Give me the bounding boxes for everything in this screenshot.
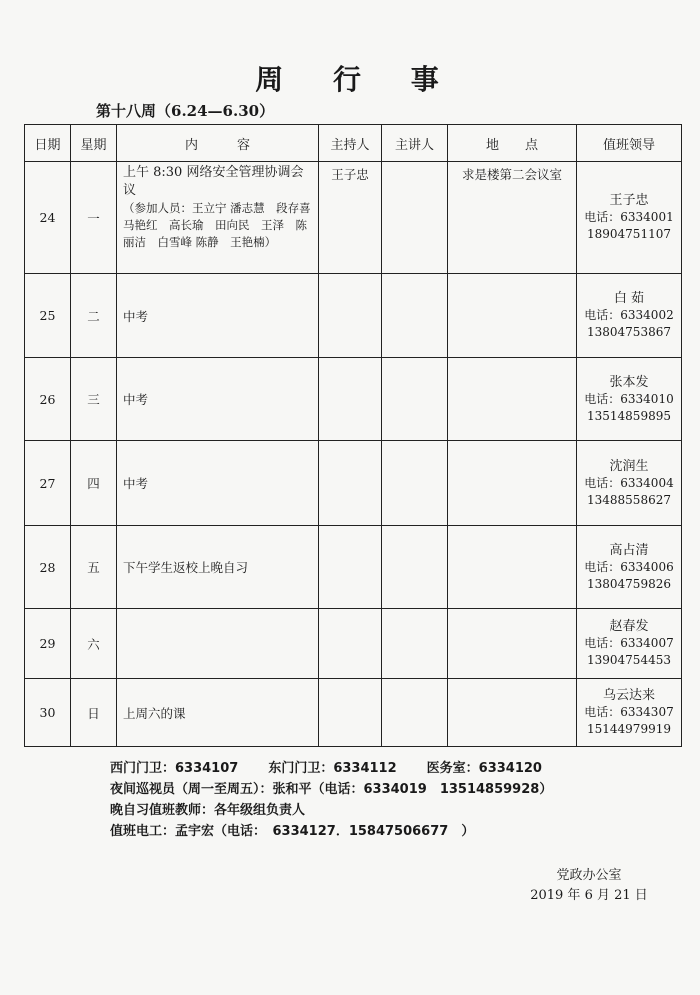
east-gate-phone: 东门门卫：6334112: [268, 761, 397, 776]
header-date: 日期: [25, 125, 71, 162]
speaker-cell: [382, 358, 448, 441]
host-cell: [319, 526, 382, 609]
leader-name: 白 茹: [613, 291, 645, 306]
header-host: 主持人: [319, 125, 382, 162]
host-cell: [319, 441, 382, 526]
leader-mobile: 13904754453: [587, 653, 671, 667]
leader-name: 高占清: [609, 542, 649, 558]
leader-name: 王子忠: [609, 193, 649, 208]
weekday-cell: 四: [71, 441, 117, 526]
study-teacher-line: 晚自习值班教师：各年级组负责人: [110, 803, 306, 818]
leader-phone: 电话：6334002: [584, 308, 674, 322]
leader-cell: [577, 679, 682, 747]
content-cell: 中考: [117, 274, 319, 358]
header-content: 内 容: [117, 125, 319, 162]
content-cell: 中考: [117, 358, 319, 441]
content-subtext: （参加人员：王立宁 潘志慧 段存喜 马艳红 高长瑜 田向民 王泽 陈丽洁 白雪峰 陈静 王艳楠）: [123, 201, 323, 249]
header-row: [25, 125, 682, 162]
contact-footer: [110, 758, 552, 842]
date-cell: 30: [25, 679, 71, 747]
weekday-cell: 三: [71, 358, 117, 441]
content-cell: 上周六的课: [117, 679, 319, 747]
issuer-block: [524, 866, 654, 906]
location-cell: [448, 441, 577, 526]
leader-cell: [577, 441, 682, 526]
title-char: 事: [410, 63, 445, 96]
host-cell: [319, 609, 382, 679]
electrician-line: 值班电工：孟宇宏（电话： 6334127．15847506677 ）: [110, 824, 475, 839]
leader-phone: 电话：6334004: [584, 475, 674, 490]
speaker-cell: [382, 441, 448, 526]
leader-name: 赵春发: [609, 619, 649, 634]
leader-phone: 电话：6334006: [584, 559, 674, 574]
speaker-cell: [382, 274, 448, 358]
page-title: [0, 58, 700, 98]
night-patrol-line: 夜间巡视员（周一至周五）：张和平（电话：6334019 13514859928）: [110, 782, 553, 797]
leader-cell: [577, 274, 682, 358]
weekday-cell: 二: [71, 274, 117, 358]
table-row: [25, 441, 682, 526]
speaker-cell: [382, 609, 448, 679]
location-cell: [448, 609, 577, 679]
speaker-cell: [382, 162, 448, 274]
host-cell: [319, 274, 382, 358]
header-leader: 值班领导: [577, 125, 682, 162]
content-cell: 下午学生返校上晚自习: [117, 526, 319, 609]
host-cell: 王子忠: [319, 162, 382, 274]
title-char: 周: [255, 63, 290, 96]
location-cell: [448, 679, 577, 747]
date-cell: 28: [25, 526, 71, 609]
header-location: 地 点: [448, 125, 577, 162]
leader-phone: 电话：6334010: [584, 391, 674, 406]
content-text: 上午 8:30 网络安全管理协调会议: [123, 165, 304, 198]
leader-mobile: 15144979919: [587, 722, 671, 736]
table-row: [25, 609, 682, 679]
content-cell: [117, 162, 323, 274]
table-row: [25, 274, 682, 358]
header-weekday: 星期: [71, 125, 117, 162]
gate-phones-line: [110, 758, 552, 779]
date-cell: 29: [25, 609, 71, 679]
leader-cell: [577, 526, 682, 609]
header-speaker: 主讲人: [382, 125, 448, 162]
content-cell: [117, 609, 319, 679]
leader-name: 张本发: [609, 374, 649, 390]
leader-mobile: 13804759826: [587, 576, 671, 591]
table-row: [25, 679, 682, 747]
schedule-table: [24, 124, 682, 747]
leader-name: 沈润生: [609, 458, 649, 474]
host-cell: [319, 679, 382, 747]
date-cell: 24: [25, 162, 71, 274]
clinic-phone: 医务室：6334120: [426, 761, 542, 776]
weekday-cell: 一: [71, 162, 117, 274]
leader-cell: [577, 609, 682, 679]
speaker-cell: [382, 679, 448, 747]
location-cell: [448, 274, 577, 358]
location-cell: 求是楼第二会议室: [448, 162, 577, 274]
issuer-office: 党政办公室: [556, 868, 622, 883]
location-cell: [448, 358, 577, 441]
location-cell: [448, 526, 577, 609]
leader-phone: 电话：6334001: [584, 210, 674, 224]
date-cell: 26: [25, 358, 71, 441]
table-row: [25, 358, 682, 441]
week-label: 第十八周（6.24—6.30）: [96, 102, 275, 120]
issue-date: 2019 年 6 月 21 日: [530, 888, 648, 903]
table-row: [25, 526, 682, 609]
leader-phone: 电话：6334307: [584, 705, 674, 719]
weekday-cell: 日: [71, 679, 117, 747]
content-cell: 中考: [117, 441, 319, 526]
leader-cell: [577, 162, 682, 274]
west-gate-phone: 西门门卫：6334107: [110, 761, 239, 776]
speaker-cell: [382, 526, 448, 609]
host-cell: [319, 358, 382, 441]
weekday-cell: 六: [71, 609, 117, 679]
weekday-cell: 五: [71, 526, 117, 609]
date-cell: 27: [25, 441, 71, 526]
leader-cell: [577, 358, 682, 441]
leader-mobile: 18904751107: [587, 227, 671, 241]
date-cell: 25: [25, 274, 71, 358]
title-char: 行: [332, 63, 367, 96]
leader-mobile: 13488558627: [587, 492, 671, 507]
leader-phone: 电话：6334007: [584, 636, 674, 650]
leader-mobile: 13514859895: [587, 408, 671, 423]
table-row: [25, 162, 682, 274]
leader-name: 乌云达来: [602, 688, 655, 703]
leader-mobile: 13804753867: [587, 325, 671, 339]
